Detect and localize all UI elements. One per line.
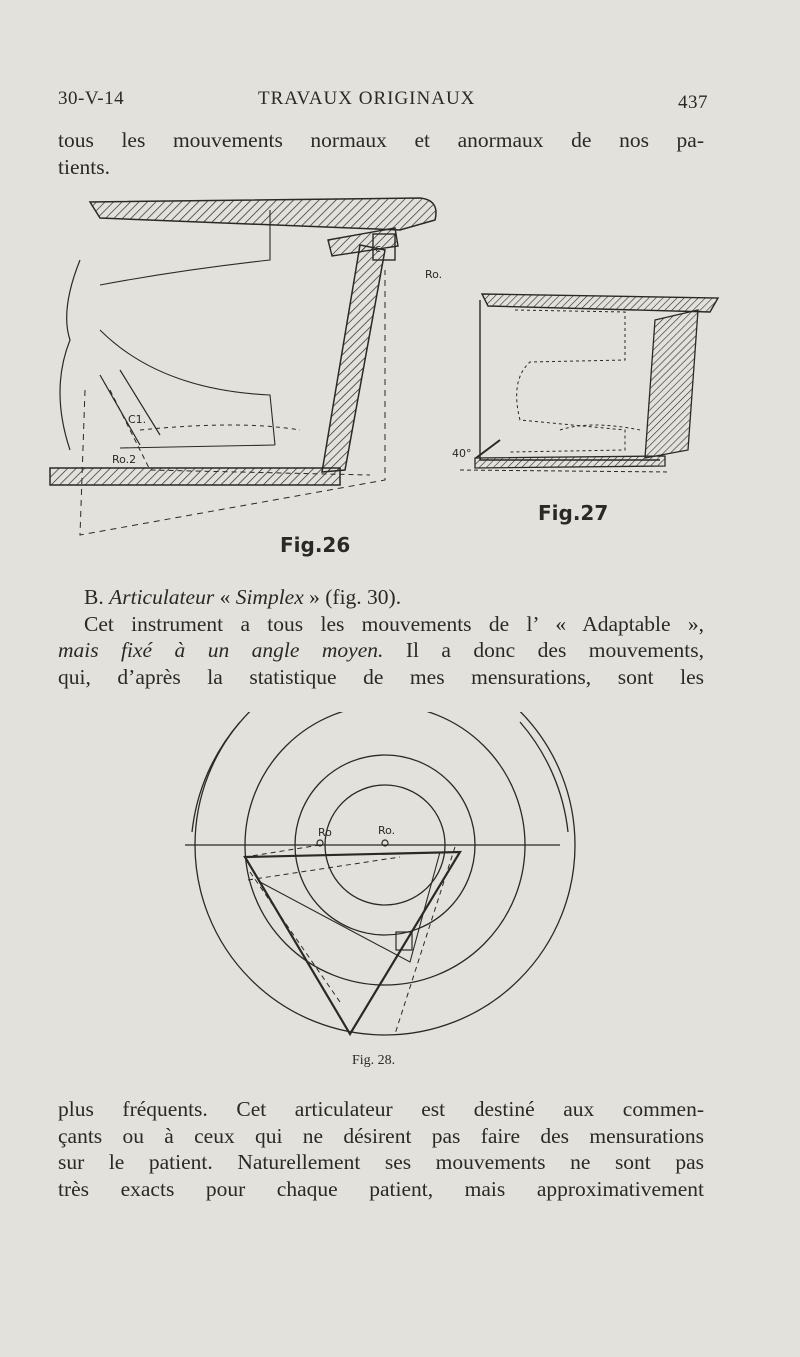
figure-27-drawing xyxy=(440,280,730,530)
section-b-line-2: Cet instrument a tous les mouvements de l’ « Adaptable », xyxy=(84,611,704,636)
paragraph-3-line-4: très exacts pour chaque patient, mais approximativement xyxy=(58,1176,704,1201)
figure-27-caption: Fig.27 xyxy=(538,501,609,525)
fig26-label-ro2: Ro.2 xyxy=(112,453,137,466)
figure-26-caption: Fig.26 xyxy=(280,533,351,557)
fig26-label-c: c xyxy=(375,242,382,255)
section-b xyxy=(58,584,704,690)
section-b-prefix: B. xyxy=(84,585,104,609)
page-number: 437 xyxy=(678,92,708,113)
fig27-label-angle: 40° xyxy=(452,447,472,460)
header-date: 30-V-14 xyxy=(58,88,125,109)
fig26-label-c1: C1. xyxy=(128,413,147,426)
section-b-name: Simplex xyxy=(235,585,304,609)
section-b-line-4: qui, d’après la statistique de mes mensurations, sont les xyxy=(58,664,704,689)
section-b-ref: (fig. 30). xyxy=(325,585,402,609)
fig28-label-ro-left: Ro xyxy=(318,826,332,839)
paragraph-3-line-3: sur le patient. Naturellement ses mouvements ne sont pas xyxy=(58,1150,704,1174)
section-b-quote-close: » xyxy=(309,585,320,609)
figure-28-drawing xyxy=(180,712,580,1072)
paragraph-3-line-1: plus fréquents. Cet articulateur est destiné aux commen- xyxy=(58,1097,704,1121)
section-b-line-3 xyxy=(58,637,704,664)
section-b-line-3-italic: mais fixé à un angle moyen. xyxy=(58,638,384,662)
figure-28-caption: Fig. 28. xyxy=(352,1053,396,1068)
fig28-label-ro-right: Ro. xyxy=(378,824,396,837)
paragraph-1 xyxy=(58,127,704,180)
section-b-title: Articulateur xyxy=(109,585,215,609)
section-b-quote-open: « xyxy=(219,585,231,609)
paragraph-1-line-1: tous les mouvements normaux et anormaux de nos pa- xyxy=(58,128,704,152)
header-section: TRAVAUX ORIGINAUX xyxy=(258,88,476,109)
fig26-label-ro: Ro. xyxy=(425,268,443,281)
section-b-heading xyxy=(58,584,704,611)
figure-26-drawing xyxy=(40,190,460,570)
running-header xyxy=(58,88,708,118)
section-b-line-3-rest: Il a donc des mouvements, xyxy=(405,638,705,662)
paragraph-3-line-2: çants ou à ceux qui ne désirent pas faire des mensurations xyxy=(58,1123,704,1148)
paragraph-3 xyxy=(58,1096,704,1202)
paragraph-1-line-2: tients. xyxy=(58,154,110,179)
